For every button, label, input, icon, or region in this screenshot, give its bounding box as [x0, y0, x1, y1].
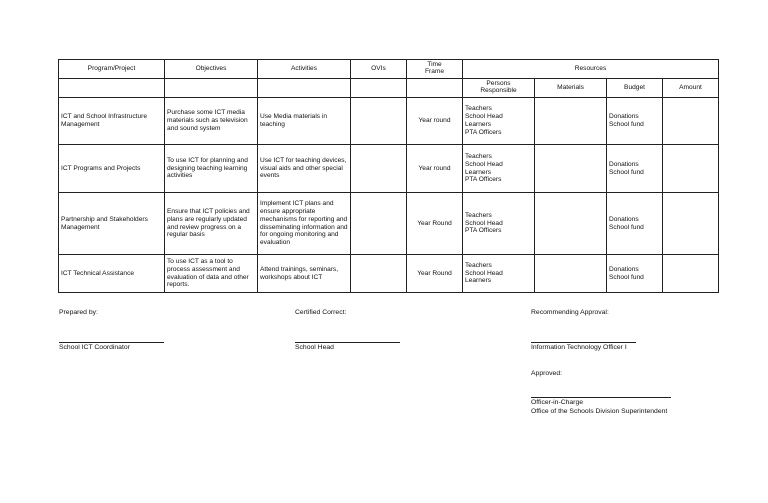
cell-activities: Use Media materials in teaching: [258, 98, 351, 145]
person-item: Learners: [465, 121, 492, 128]
cell-objectives: To use ICT for planning and designing teaching learning activities: [165, 145, 258, 193]
table-row: [59, 255, 719, 293]
office-title: Office of the Schools Division Superintendent: [531, 408, 668, 415]
cell-objectives: Purchase some ICT media materials such as television and sound system: [165, 98, 258, 145]
header-amount: Amount: [663, 79, 719, 98]
budget-item: School fund: [609, 223, 644, 231]
ict-plan-table: [58, 59, 719, 293]
header-time-frame-label: Time Frame: [424, 61, 445, 75]
officer-in-charge-title: Officer-in-Charge: [531, 399, 584, 406]
person-item: PTA Officers: [465, 176, 502, 184]
person-item: PTA Officers: [465, 128, 502, 136]
signature-line: [531, 397, 671, 398]
cell-time-frame: Year round: [407, 145, 463, 193]
cell-ovis: [351, 255, 407, 293]
cell-budget: [607, 145, 663, 193]
header-objectives: Objectives: [165, 60, 258, 79]
person-item: Teachers: [465, 105, 492, 113]
header-time-frame: [407, 60, 463, 79]
cell-ovis: [351, 193, 407, 255]
header-budget: Budget: [607, 79, 663, 98]
cell-materials: [535, 193, 607, 255]
cell-program: ICT Technical Assistance: [59, 255, 165, 293]
person-item: School Head: [465, 269, 503, 277]
table-row: [59, 193, 719, 255]
cell-persons: [463, 145, 535, 193]
cell-materials: [535, 145, 607, 193]
budget-item: School fund: [609, 273, 644, 281]
header-row-1: [59, 60, 719, 79]
header-program: Program/Project: [59, 60, 165, 79]
header-persons: [463, 79, 535, 98]
table-row: [59, 98, 719, 145]
cell-program: ICT and School Infrastructure Management: [59, 98, 165, 145]
cell-ovis: [351, 98, 407, 145]
person-item: Learners: [465, 168, 492, 176]
person-item: Teachers: [465, 261, 492, 269]
person-item: School Head: [465, 113, 503, 121]
header-blank: [59, 79, 165, 98]
cell-ovis: [351, 145, 407, 193]
cell-time-frame: Year Round: [407, 255, 463, 293]
header-blank: [165, 79, 258, 98]
cell-objectives: To use ICT as a tool to process assessment and evaluation of data and other reports.: [165, 255, 258, 293]
budget-item: Donations: [609, 160, 639, 168]
budget-item: Donations: [609, 265, 639, 273]
signature-line: [531, 342, 636, 343]
cell-budget: [607, 193, 663, 255]
cell-activities: Use ICT for teaching devices, visual aids and other special events: [258, 145, 351, 193]
header-blank: [407, 79, 463, 98]
header-row-2: [59, 79, 719, 98]
it-officer-title: Information Technology Officer I: [531, 344, 627, 351]
cell-persons: [463, 193, 535, 255]
person-item: School Head: [465, 160, 503, 168]
cell-time-frame: Year round: [407, 98, 463, 145]
recommending-approval-label: Recommending Approval:: [531, 309, 609, 316]
signature-line: [59, 342, 164, 343]
header-blank: [258, 79, 351, 98]
cell-materials: [535, 98, 607, 145]
person-item: Teachers: [465, 211, 492, 219]
school-head-title: School Head: [295, 344, 334, 351]
cell-persons: [463, 98, 535, 145]
header-resources: Resources: [463, 60, 719, 79]
person-item: School Head: [465, 219, 503, 227]
cell-amount: [663, 255, 719, 293]
approved-label: Approved:: [531, 370, 562, 377]
header-materials: Materials: [535, 79, 607, 98]
budget-item: School fund: [609, 121, 644, 128]
coordinator-title: School ICT Coordinator: [59, 344, 130, 351]
header-blank: [351, 79, 407, 98]
cell-budget: [607, 255, 663, 293]
person-item: Teachers: [465, 152, 492, 160]
cell-objectives: Ensure that ICT policies and plans are regularly updated and review progress on a regular basis: [165, 193, 258, 255]
budget-item: Donations: [609, 215, 639, 223]
prepared-by-label: Prepared by:: [59, 309, 98, 316]
person-item: Learners: [465, 277, 492, 285]
budget-item: Donations: [609, 113, 639, 121]
cell-amount: [663, 193, 719, 255]
cell-activities: Attend trainings, seminars, workshops about ICT: [258, 255, 351, 293]
cell-materials: [535, 255, 607, 293]
cell-budget: [607, 98, 663, 145]
certified-correct-label: Certified Correct:: [295, 309, 347, 316]
cell-program: ICT Programs and Projects: [59, 145, 165, 193]
header-ovis: OVIs: [351, 60, 407, 79]
cell-persons: [463, 255, 535, 293]
budget-item: School fund: [609, 168, 644, 176]
cell-time-frame: Year Round: [407, 193, 463, 255]
cell-activities: Implement ICT plans and ensure appropriate mechanisms for reporting and disseminating information and for ongoing monitoring and evaluation: [258, 193, 351, 255]
cell-program: Partnership and Stakeholders Management: [59, 193, 165, 255]
signature-line: [295, 342, 400, 343]
header-persons-label: Persons Responsible: [480, 80, 517, 94]
person-item: PTA Officers: [465, 227, 502, 235]
table-row: [59, 145, 719, 193]
cell-amount: [663, 98, 719, 145]
header-activities: Activities: [258, 60, 351, 79]
cell-amount: [663, 145, 719, 193]
